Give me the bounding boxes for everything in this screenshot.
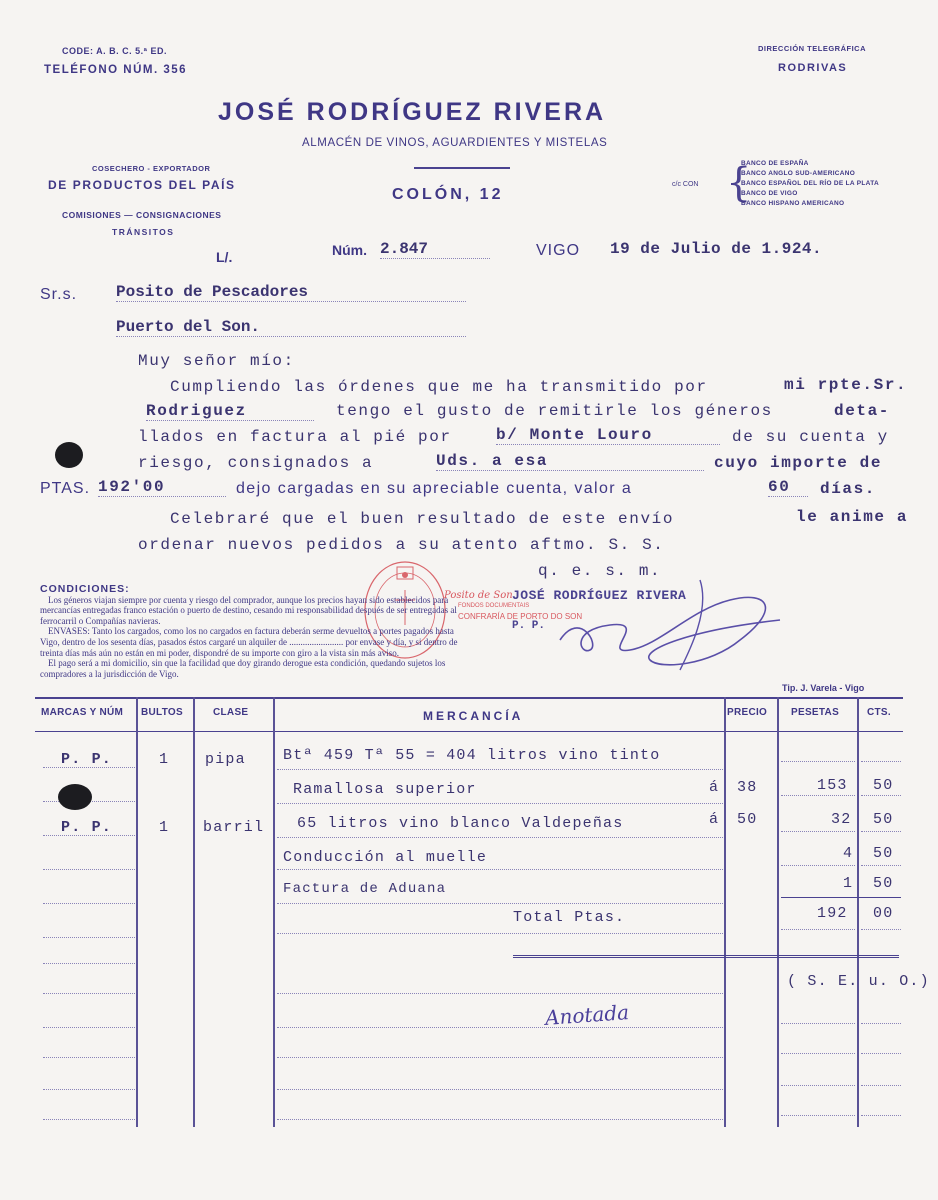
row-4-desc: Conducción al muelle <box>283 849 488 866</box>
row-5-desc: Factura de Aduana <box>283 881 447 897</box>
bank-5: BANCO HISPANO AMERICANO <box>741 200 845 207</box>
conditions-paragraph-1: Los géneros viajan siempre por cuenta y riesgo del comprador, aunque los precios hayan sido establecidos para mercancías entregadas franco estación o puerto de destino, cesando mi responsabilidad después de ser entregadas al ferrocarril o Compañías navieras. <box>40 594 457 626</box>
header-clase: CLASE <box>213 707 249 718</box>
row-3-marks: P. P. <box>61 819 113 836</box>
row-1-marks: P. P. <box>61 751 113 768</box>
body-line-4a: riesgo, consignados a <box>138 454 374 472</box>
conditions-heading: CONDICIONES: <box>40 583 130 595</box>
body-line-1a: Cumpliendo las órdenes que me ha transmitido por <box>170 378 708 396</box>
body-line-5c: dejo cargadas en su apreciable cuenta, valor a <box>236 480 633 497</box>
city: VIGO <box>536 242 581 259</box>
date: 19 de Julio de 1.924. <box>610 240 823 258</box>
body-line-3a: llados en factura al pié por <box>138 428 452 446</box>
body-line-7: ordenar nuevos pedidos a su atento aftmo. S. S. <box>138 536 665 554</box>
body-line-2c: deta- <box>834 402 891 420</box>
header-rule <box>414 167 510 169</box>
address: COLÓN, 12 <box>392 186 504 203</box>
body-line-3b: b/ Monte Louro <box>496 426 720 445</box>
row-2-cts: 50 <box>873 777 894 794</box>
header-marks: MARCAS Y NÚM <box>41 707 124 718</box>
header-bultos: BULTOS <box>141 707 183 718</box>
row-3-bultos: 1 <box>159 819 170 836</box>
body-line-5d: 60 <box>768 478 808 497</box>
stamp-line-3: CONFRARÍA DE PORTO DO SON <box>458 612 583 621</box>
stamp-line-1: Posito de Son <box>444 590 513 601</box>
body-line-4c: cuyo importe de <box>714 454 883 472</box>
row-3-precio: 50 <box>737 811 758 828</box>
row-3-clase: barril <box>203 819 265 836</box>
services-line-2: TRÁNSITOS <box>112 227 175 237</box>
body-line-1b: mi rpte.Sr. <box>784 376 908 394</box>
body-line-3c: de su cuenta y <box>732 428 889 446</box>
body-line-4b: Uds. a esa <box>436 452 704 471</box>
number-value: 2.847 <box>380 240 490 259</box>
row-2-precio: 38 <box>737 779 758 796</box>
body-line-5e: días. <box>820 480 877 498</box>
total-pesetas: 192 <box>817 905 848 922</box>
telegraph-label: DIRECCIÓN TELEGRÁFICA <box>758 44 866 53</box>
row-2-pesetas: 153 <box>817 777 848 794</box>
services-line-1: COMISIONES — CONSIGNACIONES <box>62 210 222 220</box>
stamp-line-2: FONDOS DOCUMENTAIS <box>458 603 530 609</box>
recipient-prefix: Sr.s. <box>40 286 78 303</box>
printer-credit: Tip. J. Varela - Vigo <box>782 683 865 693</box>
telegraph-name: RODRIVAS <box>778 62 848 74</box>
row-5-cts: 50 <box>873 875 894 892</box>
body-line-6a: Celebraré que el buen resultado de este envío <box>170 510 675 528</box>
bank-2: BANCO ANGLO SUD-AMERICANO <box>741 170 856 177</box>
row-2-at: á <box>709 779 720 796</box>
exporter-line-1: COSECHERO - EXPORTADOR <box>92 164 211 173</box>
header-mercancia: MERCANCÍA <box>423 709 524 723</box>
bank-brace: { <box>726 160 752 206</box>
invoice-table <box>35 697 930 1127</box>
row-3-pesetas: 32 <box>831 811 852 828</box>
number-label: Núm. <box>332 242 367 258</box>
header-cts: CTS. <box>867 707 891 718</box>
row-3-at: á <box>709 811 720 828</box>
company-name: JOSÉ RODRÍGUEZ RIVERA <box>218 98 607 126</box>
body-line-2a: Rodriguez <box>146 402 314 421</box>
body-line-2b: tengo el gusto de remitirle los géneros <box>336 402 773 420</box>
closing-qesm: q. e. s. m. <box>538 562 662 580</box>
code-line: CODE: A. B. C. 5.ª ED. <box>62 46 168 56</box>
conditions-paragraph-2: ENVASES: Tanto los cargados, como los no cargados en factura deberán serme devueltos a portes pagados hasta Vigo, dentro de los sesenta días, pasados éstos cargaré un alquiler de ........................ por envase y día, y si dentro de treinta días más aún no están en mi poder, dispondré de su importe con giro a la vista sin más aviso. <box>40 626 458 658</box>
row-3-desc: 65 litros vino blanco Valdepeñas <box>297 815 624 832</box>
row-4-pesetas: 4 <box>843 845 854 862</box>
bank-4: BANCO DE VIGO <box>741 190 798 197</box>
signature-scribble <box>540 570 790 680</box>
recipient-place: Puerto del Son. <box>116 318 466 337</box>
sefo-note: ( S. E. u. O.) <box>787 973 930 990</box>
signature-pp: P. P. <box>512 620 546 632</box>
total-label: Total Ptas. <box>513 909 626 926</box>
conditions-paragraph-3: El pago será a mi domicilio, sin que la facilidad que doy girando derogue esta condición, quedando sujetos los compradores a la jurisdicción de Vigo. <box>40 658 446 679</box>
body-line-6b: le anime a <box>796 508 909 526</box>
annotation-handwritten: Anotada <box>544 1000 630 1030</box>
total-cts: 00 <box>873 905 894 922</box>
header-pesetas: PESETAS <box>791 707 840 718</box>
letter-ref-label: L/. <box>216 249 233 265</box>
row-1-desc: Btª 459 Tª 55 = 404 litros vino tinto <box>283 747 661 764</box>
row-4-cts: 50 <box>873 845 894 862</box>
body-line-5a: PTAS. <box>40 480 91 497</box>
business-line: ALMACÉN DE VINOS, AGUARDIENTES Y MISTELAS <box>302 137 608 149</box>
body-line-5b: 192'00 <box>98 478 226 497</box>
row-2-desc: Ramallosa superior <box>293 781 477 798</box>
recipient-name: Posito de Pescadores <box>116 283 466 302</box>
conditions-block <box>40 584 475 679</box>
bank-1: BANCO DE ESPAÑA <box>741 160 809 167</box>
punch-hole-top <box>55 442 83 468</box>
exporter-line-2: DE PRODUCTOS DEL PAÍS <box>48 178 236 192</box>
row-1-bultos: 1 <box>159 751 170 768</box>
row-1-clase: pipa <box>205 751 246 768</box>
total-rule <box>513 955 899 958</box>
cc-label: c/c CON <box>672 181 699 188</box>
header-precio: PRECIO <box>727 707 768 718</box>
signature-company: JOSÉ RODRÍGUEZ RIVERA <box>512 588 687 603</box>
bank-3: BANCO ESPAÑOL DEL RÍO DE LA PLATA <box>741 180 879 187</box>
phone-line: TELÉFONO NÚM. 356 <box>44 64 188 76</box>
salutation: Muy señor mío: <box>138 352 295 370</box>
row-5-pesetas: 1 <box>843 875 854 892</box>
row-3-cts: 50 <box>873 811 894 828</box>
punch-hole-bottom <box>58 784 92 810</box>
